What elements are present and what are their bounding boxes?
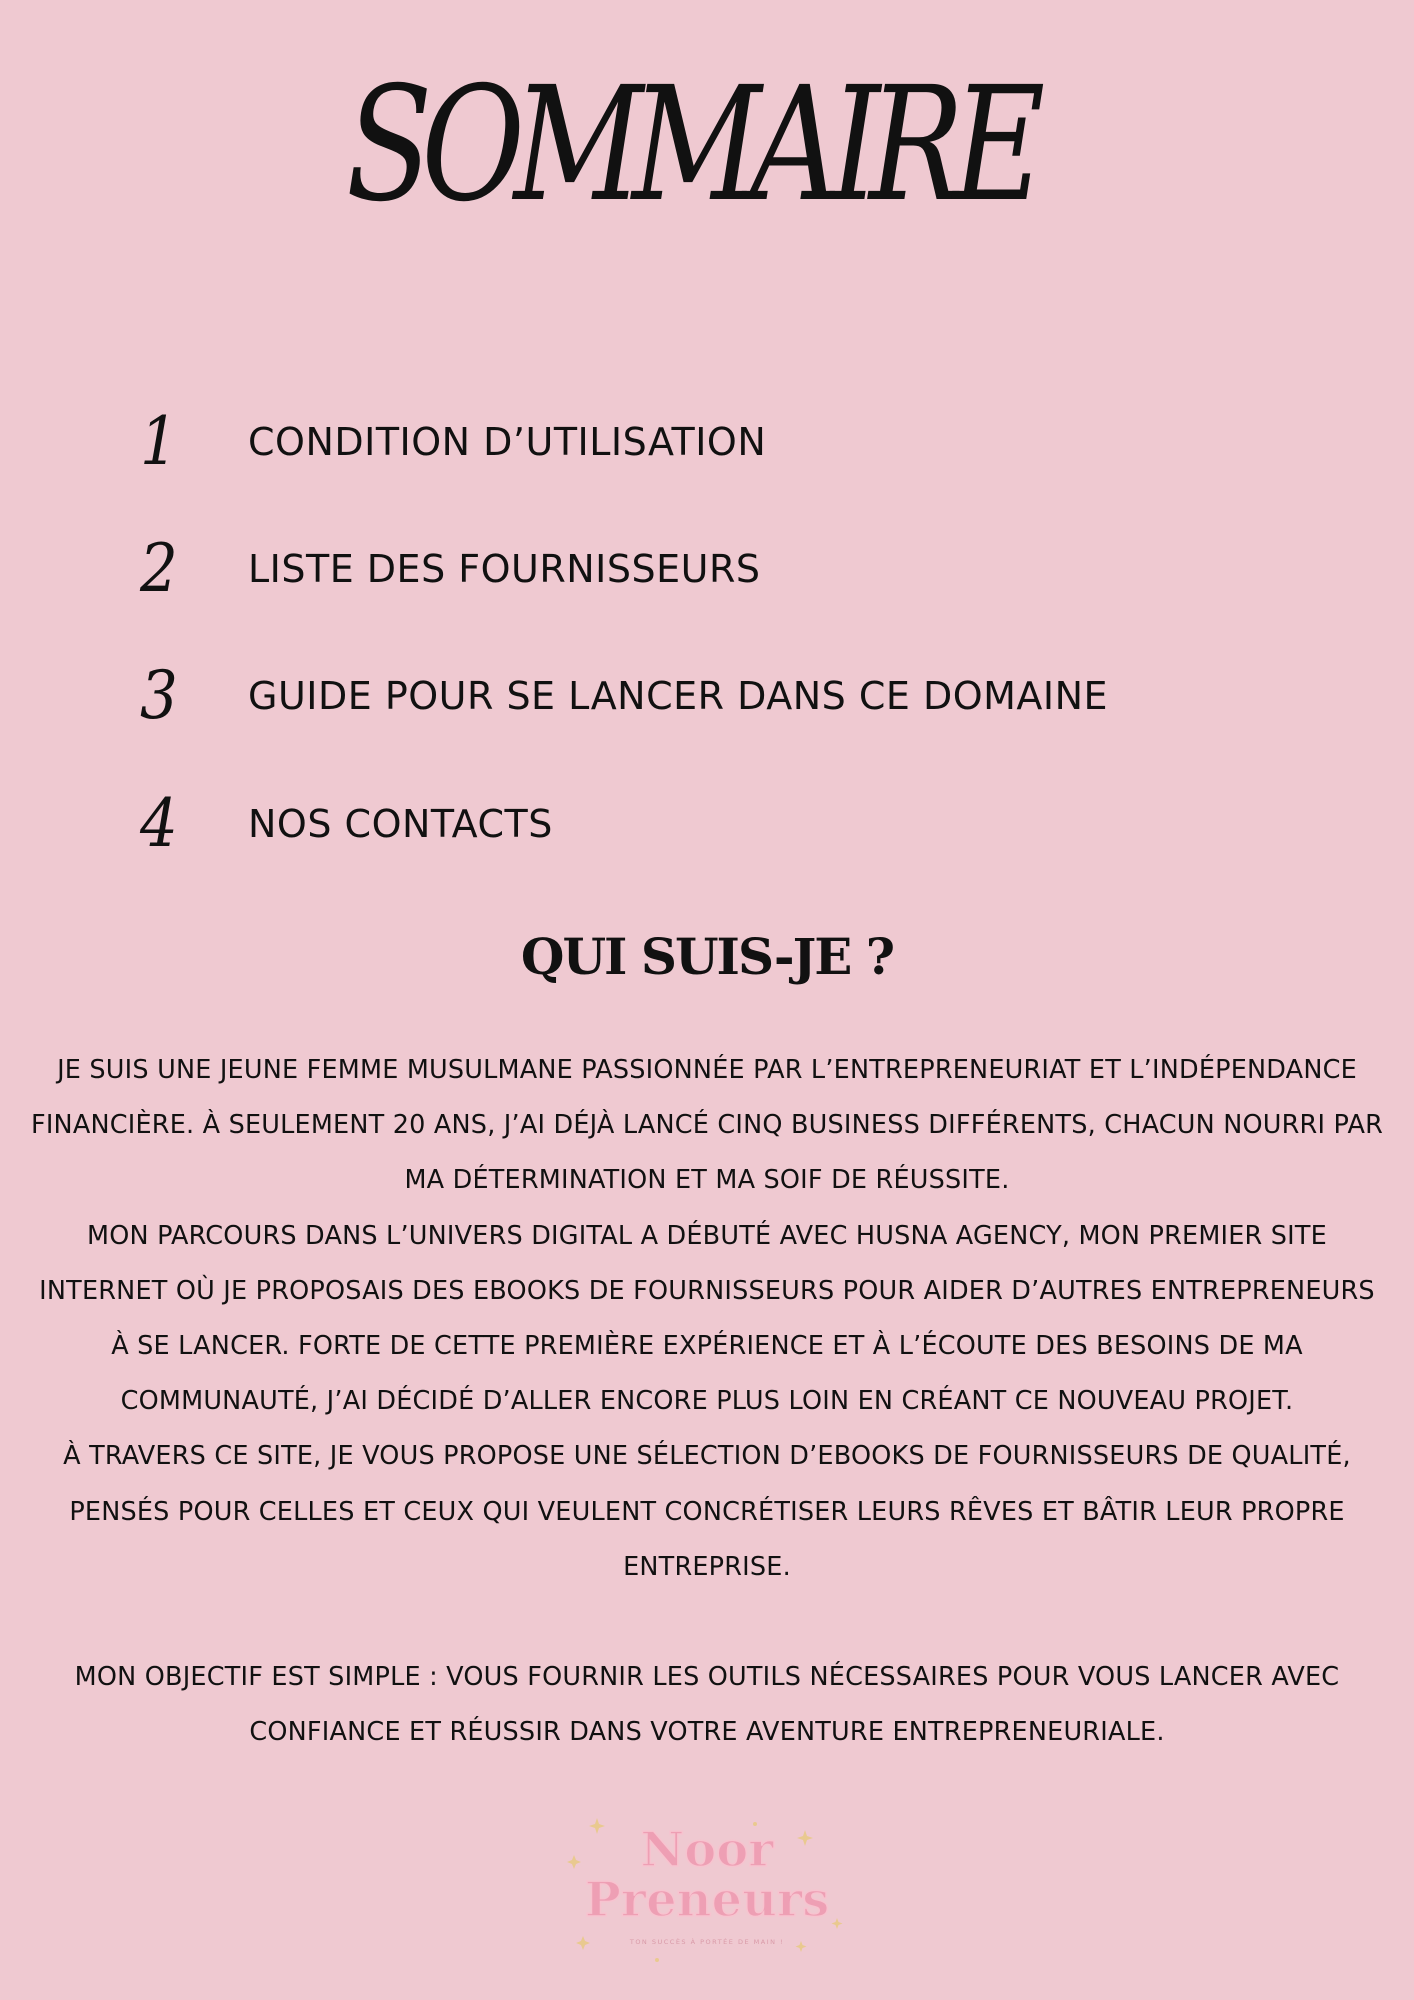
toc-item-4[interactable] [140, 784, 553, 864]
toc-label: CONDITION D’UTILISATION [248, 420, 767, 464]
logo-tagline: TON SUCCÈS À PORTÉE DE MAIN ! [629, 1938, 785, 1946]
toc-label: GUIDE POUR SE LANCER DANS CE DOMAINE [248, 674, 1109, 718]
toc-label: NOS CONTACTS [248, 802, 553, 846]
about-paragraph-2: MON PARCOURS DANS L’UNIVERS DIGITAL A DÉBUTÉ AVEC HUSNA AGENCY, MON PREMIER SITE INTERNET OÙ JE PROPOSAIS DES EBOOKS DE FOURNISSEURS POUR AIDER D’AUTRES ENTREPRENEURS À SE LANCER. FORTE DE CETTE PREMIÈRE EXPÉRIENCE ET À L’ÉCOUTE DES BESOINS DE MA COMMUNAUTÉ, J’AI DÉCIDÉ D’ALLER ENCORE PLUS LOIN EN CRÉANT CE NOUVEAU PROJET. [39, 1220, 1375, 1417]
toc-item-1[interactable] [140, 402, 766, 482]
logo-wordmark-line1: Noor [640, 1822, 774, 1878]
toc-number: 1 [140, 403, 178, 480]
page-title: SOMMAIRE [345, 53, 1035, 237]
toc-item-2[interactable] [140, 529, 760, 609]
about-heading: QUI SUIS-JE ? [520, 927, 894, 986]
about-paragraph-1: JE SUIS UNE JEUNE FEMME MUSULMANE PASSIONNÉE PAR L’ENTREPRENEURIAT ET L’INDÉPENDANCE FINANCIÈRE. À SEULEMENT 20 ANS, J’AI DÉJÀ LANCÉ CINQ BUSINESS DIFFÉRENTS, CHACUN NOURRI PAR MA DÉTERMINATION ET MA SOIF DE RÉUSSITE. [30, 1055, 1384, 1196]
toc-number: 3 [140, 657, 178, 734]
about-text [30, 1043, 1384, 1761]
toc-number: 4 [140, 785, 178, 862]
toc-item-3[interactable] [140, 656, 1108, 736]
about-paragraph-3: À TRAVERS CE SITE, JE VOUS PROPOSE UNE SÉLECTION D’EBOOKS DE FOURNISSEURS DE QUALITÉ, PENSÉS POUR CELLES ET CEUX QUI VEULENT CONCRÉTISER LEURS RÊVES ET BÂTIR LEUR PROPRE ENTREPRISE. [63, 1441, 1351, 1582]
paragraph-spacer [30, 1595, 1384, 1650]
toc-number: 2 [140, 530, 178, 607]
about-paragraph-4: MON OBJECTIF EST SIMPLE : VOUS FOURNIR LES OUTILS NÉCESSAIRES POUR VOUS LANCER AVEC CONFIANCE ET RÉUSSIR DANS VOTRE AVENTURE ENTREPRENEURIALE. [74, 1662, 1340, 1748]
logo-wordmark-line2: Preneurs [584, 1872, 830, 1928]
toc-label: LISTE DES FOURNISSEURS [248, 547, 761, 591]
noorpreneurs-logo [557, 1808, 857, 1968]
